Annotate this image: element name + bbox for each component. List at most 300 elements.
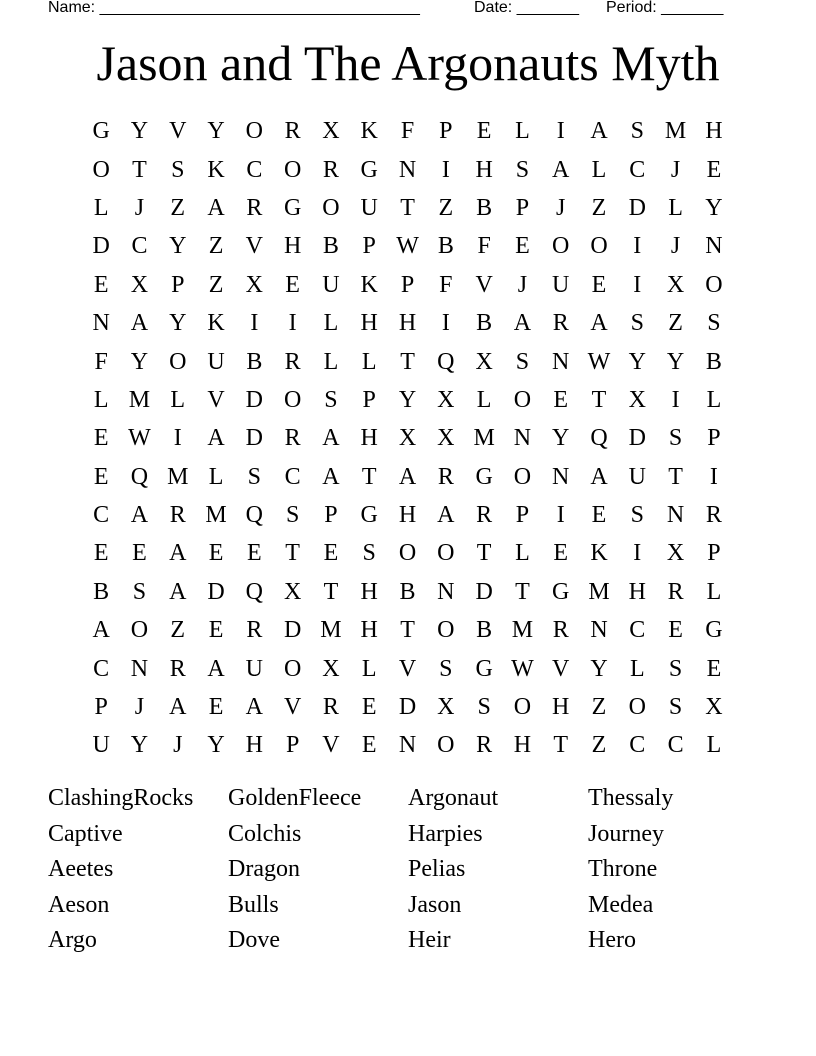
word-bank-item: Jason [408, 891, 462, 918]
grid-letter: G [283, 194, 302, 221]
grid-letter: A [169, 694, 187, 721]
grid-letter: B [476, 194, 493, 221]
grid-letter: M [664, 118, 687, 145]
grid-letter: E [361, 732, 377, 759]
grid-letter: K [360, 118, 378, 145]
grid-letter: U [245, 655, 263, 682]
grid-letter: L [170, 386, 186, 413]
grid-letter: L [706, 386, 722, 413]
grid-letter: R [169, 655, 186, 682]
grid-letter: V [283, 694, 302, 721]
grid-letter: J [517, 271, 528, 298]
grid-letter: I [173, 425, 182, 452]
grid-letter: H [283, 233, 302, 260]
grid-letter: A [92, 617, 110, 644]
grid-letter: E [93, 540, 109, 567]
grid-letter: A [322, 463, 340, 490]
grid-letter: S [515, 156, 530, 183]
grid-letter: X [322, 118, 340, 145]
grid-letter: H [360, 425, 378, 452]
grid-letter: E [247, 540, 262, 567]
word-bank-item: ClashingRocks [48, 785, 194, 811]
grid-letter: Y [552, 425, 570, 452]
word-bank-item: Journey [588, 820, 664, 847]
grid-letter: L [323, 348, 339, 375]
grid-letter: N [398, 156, 417, 183]
grid-letter: M [588, 578, 610, 605]
grid-letter: W [587, 348, 611, 375]
grid-letter: L [668, 194, 683, 221]
grid-letter: P [515, 502, 530, 529]
grid-letter: H [513, 732, 532, 759]
grid-letter: E [93, 463, 109, 490]
grid-letter: R [322, 694, 339, 721]
grid-letter: E [208, 617, 224, 644]
grid-letter: I [288, 310, 297, 337]
grid-letter: Q [130, 463, 149, 490]
grid-letter: B [476, 617, 493, 644]
grid-letter: O [283, 386, 302, 413]
grid-letter: F [439, 271, 453, 298]
grid-letter: W [511, 655, 534, 682]
grid-row [82, 266, 733, 304]
grid-letter: L [629, 655, 645, 682]
grid-letter: O [322, 194, 340, 221]
grid-letter: Y [590, 655, 608, 682]
word-bank-item: Medea [588, 891, 654, 918]
grid-letter: P [515, 194, 530, 221]
grid-letter: U [360, 194, 378, 221]
grid-row [82, 688, 733, 726]
grid-row [82, 496, 733, 534]
grid-letter: U [322, 271, 340, 298]
grid-letter: C [629, 156, 646, 183]
grid-row [82, 458, 733, 496]
grid-letter: H [245, 732, 263, 759]
grid-letter: D [398, 694, 417, 721]
grid-letter: O [590, 233, 608, 260]
grid-letter: T [132, 156, 147, 183]
grid-letter: L [323, 310, 339, 337]
grid-letter: T [400, 617, 415, 644]
word-bank-item: Heir [408, 927, 451, 953]
grid-letter: N [666, 502, 685, 529]
grid-row [82, 419, 733, 457]
grid-letter: D [628, 425, 646, 452]
grid-letter: L [208, 463, 224, 490]
grid-letter: I [633, 233, 642, 260]
grid-letter: I [250, 310, 259, 337]
grid-letter: Z [591, 732, 607, 759]
grid-letter: S [515, 348, 530, 375]
grid-letter: X [475, 348, 493, 375]
word-bank-item: Aeson [48, 891, 110, 918]
grid-letter: Y [628, 348, 646, 375]
grid-letter: R [705, 502, 722, 529]
grid-letter: S [630, 502, 644, 529]
period-field-label: Period: _______ [606, 0, 724, 16]
grid-letter: H [552, 694, 570, 721]
grid-letter: J [134, 694, 145, 721]
grid-letter: Y [207, 732, 225, 759]
grid-letter: K [590, 540, 608, 567]
grid-letter: P [362, 233, 376, 260]
grid-letter: R [476, 732, 493, 759]
grid-letter: A [590, 118, 608, 145]
grid-row [82, 342, 733, 380]
grid-letter: A [322, 425, 340, 452]
grid-letter: R [552, 310, 569, 337]
grid-letter: X [628, 386, 646, 413]
grid-letter: J [134, 194, 145, 221]
grid-letter: D [628, 194, 646, 221]
grid-letter: G [475, 463, 493, 490]
grid-letter: H [705, 118, 723, 145]
grid-letter: U [628, 463, 646, 490]
grid-letter: L [361, 348, 377, 375]
grid-row [82, 534, 733, 572]
grid-letter: X [130, 271, 149, 298]
grid-letter: A [398, 463, 417, 490]
grid-letter: C [93, 655, 110, 682]
grid-letter: Z [208, 233, 224, 260]
grid-letter: X [705, 694, 723, 721]
grid-letter: O [513, 694, 532, 721]
grid-letter: D [245, 425, 263, 452]
grid-letter: O [437, 617, 455, 644]
grid-letter: V [398, 655, 417, 682]
grid-letter: I [556, 502, 565, 529]
grid-letter: S [362, 540, 376, 567]
grid-letter: L [515, 118, 530, 145]
grid-letter: C [629, 732, 646, 759]
grid-letter: Q [245, 502, 263, 529]
word-bank-item: Captive [48, 820, 123, 847]
grid-letter: H [475, 156, 493, 183]
grid-letter: G [705, 617, 723, 644]
grid-letter: S [171, 156, 185, 183]
grid-letter: W [396, 233, 419, 260]
grid-row [82, 112, 733, 150]
grid-letter: Z [591, 194, 607, 221]
grid-letter: R [322, 156, 339, 183]
grid-letter: M [511, 617, 534, 644]
grid-letter: T [476, 540, 492, 567]
grid-letter: M [320, 617, 342, 644]
grid-letter: S [630, 118, 644, 145]
grid-letter: N [552, 463, 570, 490]
grid-letter: D [207, 578, 225, 605]
grid-letter: Z [208, 271, 224, 298]
grid-letter: Z [668, 310, 683, 337]
grid-letter: L [706, 732, 722, 759]
grid-letter: L [591, 156, 607, 183]
grid-letter: I [671, 386, 680, 413]
grid-letter: V [322, 732, 340, 759]
grid-letter: S [477, 694, 491, 721]
word-bank-item: Argonaut [408, 785, 499, 811]
grid-row [82, 150, 733, 188]
grid-letter: A [207, 655, 225, 682]
grid-letter: X [666, 540, 685, 567]
grid-letter: I [556, 118, 565, 145]
grid-letter: O [92, 156, 110, 183]
date-field-label: Date: _______ [474, 0, 579, 16]
grid-letter: R [284, 348, 301, 375]
grid-letter: A [207, 194, 225, 221]
grid-letter: S [132, 578, 147, 605]
grid-letter: B [322, 233, 339, 260]
grid-letter: H [360, 578, 378, 605]
word-bank-item: Thessaly [588, 785, 674, 811]
grid-letter: R [437, 463, 454, 490]
grid-letter: E [208, 540, 224, 567]
grid-letter: G [92, 118, 110, 145]
grid-letter: Y [705, 194, 723, 221]
grid-letter: U [552, 271, 570, 298]
grid-letter: A [590, 310, 608, 337]
grid-letter: J [670, 156, 681, 183]
grid-letter: V [475, 271, 493, 298]
grid-letter: O [283, 156, 302, 183]
grid-letter: E [706, 655, 722, 682]
grid-letter: N [92, 310, 110, 337]
grid-letter: K [207, 310, 225, 337]
grid-letter: Y [130, 348, 149, 375]
grid-letter: E [132, 540, 147, 567]
grid-letter: X [437, 386, 455, 413]
grid-letter: X [666, 271, 685, 298]
grid-letter: T [400, 194, 415, 221]
grid-letter: Q [590, 425, 608, 452]
grid-letter: Y [130, 732, 149, 759]
word-bank-item: GoldenFleece [228, 785, 362, 811]
grid-letter: J [556, 194, 566, 221]
grid-letter: D [475, 578, 493, 605]
grid-letter: P [285, 732, 300, 759]
grid-letter: S [668, 425, 683, 452]
grid-letter: K [207, 156, 225, 183]
grid-letter: S [439, 655, 453, 682]
grid-letter: H [360, 617, 378, 644]
grid-letter: E [285, 271, 300, 298]
grid-letter: H [398, 310, 417, 337]
grid-letter: I [441, 156, 450, 183]
grid-letter: C [131, 233, 148, 260]
grid-letter: N [130, 655, 149, 682]
grid-letter: S [324, 386, 338, 413]
grid-letter: O [398, 540, 417, 567]
grid-letter: E [591, 502, 607, 529]
grid-row [82, 381, 733, 419]
grid-letter: I [633, 271, 642, 298]
grid-letter: P [94, 694, 108, 721]
grid-letter: X [437, 694, 455, 721]
grid-letter: E [668, 617, 683, 644]
grid-letter: R [552, 617, 569, 644]
grid-letter: E [706, 156, 722, 183]
grid-letter: T [361, 463, 377, 490]
grid-letter: U [207, 348, 225, 375]
grid-letter: T [668, 463, 683, 490]
grid-letter: V [552, 655, 570, 682]
grid-letter: O [437, 732, 455, 759]
grid-letter: V [169, 118, 187, 145]
grid-letter: S [668, 655, 683, 682]
grid-letter: N [552, 348, 570, 375]
grid-letter: E [591, 271, 607, 298]
grid-letter: P [707, 425, 721, 452]
grid-letter: O [513, 463, 532, 490]
grid-letter: F [477, 233, 491, 260]
grid-row [82, 573, 733, 611]
grid-letter: F [94, 348, 108, 375]
grid-letter: Y [130, 118, 149, 145]
grid-letter: W [128, 425, 151, 452]
grid-letter: L [476, 386, 492, 413]
word-bank-item: Argo [48, 927, 97, 953]
grid-letter: T [400, 348, 415, 375]
grid-letter: P [707, 540, 721, 567]
grid-letter: O [130, 617, 149, 644]
grid-letter: F [400, 118, 415, 145]
grid-letter: C [629, 617, 646, 644]
grid-letter: I [633, 540, 642, 567]
grid-letter: N [513, 425, 532, 452]
grid-letter: Z [438, 194, 454, 221]
grid-letter: R [667, 578, 684, 605]
grid-letter: V [245, 233, 263, 260]
grid-letter: A [130, 310, 149, 337]
word-bank-item: Hero [588, 927, 636, 953]
page-title: Jason and The Argonauts Myth [96, 35, 720, 91]
grid-letter: O [552, 233, 570, 260]
grid-letter: T [591, 386, 607, 413]
grid-letter: L [93, 194, 109, 221]
grid-letter: E [553, 540, 569, 567]
word-search-grid [82, 112, 733, 765]
grid-letter: E [208, 694, 224, 721]
grid-letter: B [476, 310, 493, 337]
grid-letter: R [476, 502, 493, 529]
grid-letter: T [553, 732, 569, 759]
grid-letter: B [705, 348, 722, 375]
grid-letter: Y [398, 386, 417, 413]
grid-letter: A [130, 502, 149, 529]
grid-letter: E [515, 233, 530, 260]
grid-letter: L [706, 578, 722, 605]
grid-letter: N [398, 732, 417, 759]
grid-letter: O [437, 540, 455, 567]
grid-letter: B [437, 233, 454, 260]
grid-letter: X [437, 425, 455, 452]
grid-letter: S [668, 694, 683, 721]
grid-letter: Z [170, 617, 186, 644]
grid-letter: E [361, 694, 377, 721]
grid-letter: R [284, 425, 301, 452]
grid-letter: H [398, 502, 417, 529]
grid-letter: T [285, 540, 300, 567]
grid-letter: R [284, 118, 301, 145]
grid-letter: J [670, 233, 681, 260]
grid-letter: L [93, 386, 109, 413]
grid-letter: E [323, 540, 339, 567]
grid-row [82, 227, 733, 265]
grid-letter: K [360, 271, 378, 298]
name-field-label: Name: ____________________________________ [48, 0, 420, 16]
grid-letter: A [552, 156, 570, 183]
grid-letter: C [667, 732, 684, 759]
word-bank-item: Throne [588, 856, 658, 882]
grid-letter: V [207, 386, 225, 413]
grid-letter: T [515, 578, 530, 605]
word-bank-item: Harpies [408, 820, 483, 847]
grid-letter: O [705, 271, 723, 298]
grid-letter: H [360, 310, 378, 337]
grid-row [82, 189, 733, 227]
word-bank-item: Dragon [228, 856, 300, 882]
grid-letter: G [475, 655, 493, 682]
grid-letter: O [245, 118, 263, 145]
grid-letter: N [705, 233, 723, 260]
word-bank-item: Dove [228, 927, 280, 953]
grid-letter: P [439, 118, 453, 145]
grid-letter: S [285, 502, 300, 529]
grid-letter: Z [170, 194, 186, 221]
grid-letter: X [398, 425, 417, 452]
grid-letter: C [284, 463, 301, 490]
grid-row [82, 611, 733, 649]
grid-letter: Z [591, 694, 607, 721]
grid-letter: D [92, 233, 110, 260]
grid-letter: O [169, 348, 187, 375]
grid-letter: N [437, 578, 455, 605]
grid-letter: P [324, 502, 338, 529]
grid-letter: O [283, 655, 302, 682]
grid-letter: Q [437, 348, 455, 375]
grid-letter: B [93, 578, 110, 605]
word-bank-item: Pelias [408, 856, 466, 882]
grid-letter: A [245, 694, 263, 721]
grid-letter: M [473, 425, 495, 452]
grid-letter: P [362, 386, 376, 413]
grid-letter: R [246, 617, 263, 644]
grid-letter: X [283, 578, 302, 605]
word-bank-item: Aeetes [48, 856, 114, 882]
grid-letter: O [513, 386, 532, 413]
grid-letter: N [590, 617, 608, 644]
grid-letter: P [400, 271, 415, 298]
grid-letter: U [92, 732, 110, 759]
grid-letter: D [245, 386, 263, 413]
grid-letter: T [323, 578, 339, 605]
grid-letter: M [205, 502, 227, 529]
grid-letter: A [169, 578, 187, 605]
grid-letter: H [628, 578, 646, 605]
grid-letter: L [361, 655, 377, 682]
grid-row [82, 649, 733, 687]
grid-letter: A [513, 310, 532, 337]
grid-letter: O [628, 694, 646, 721]
grid-letter: R [246, 194, 263, 221]
grid-letter: X [322, 655, 340, 682]
word-bank-item: Colchis [228, 820, 302, 847]
grid-letter: P [171, 271, 185, 298]
grid-letter: C [93, 502, 110, 529]
grid-letter: Q [245, 578, 263, 605]
grid-letter: Y [207, 118, 225, 145]
grid-letter: B [246, 348, 263, 375]
